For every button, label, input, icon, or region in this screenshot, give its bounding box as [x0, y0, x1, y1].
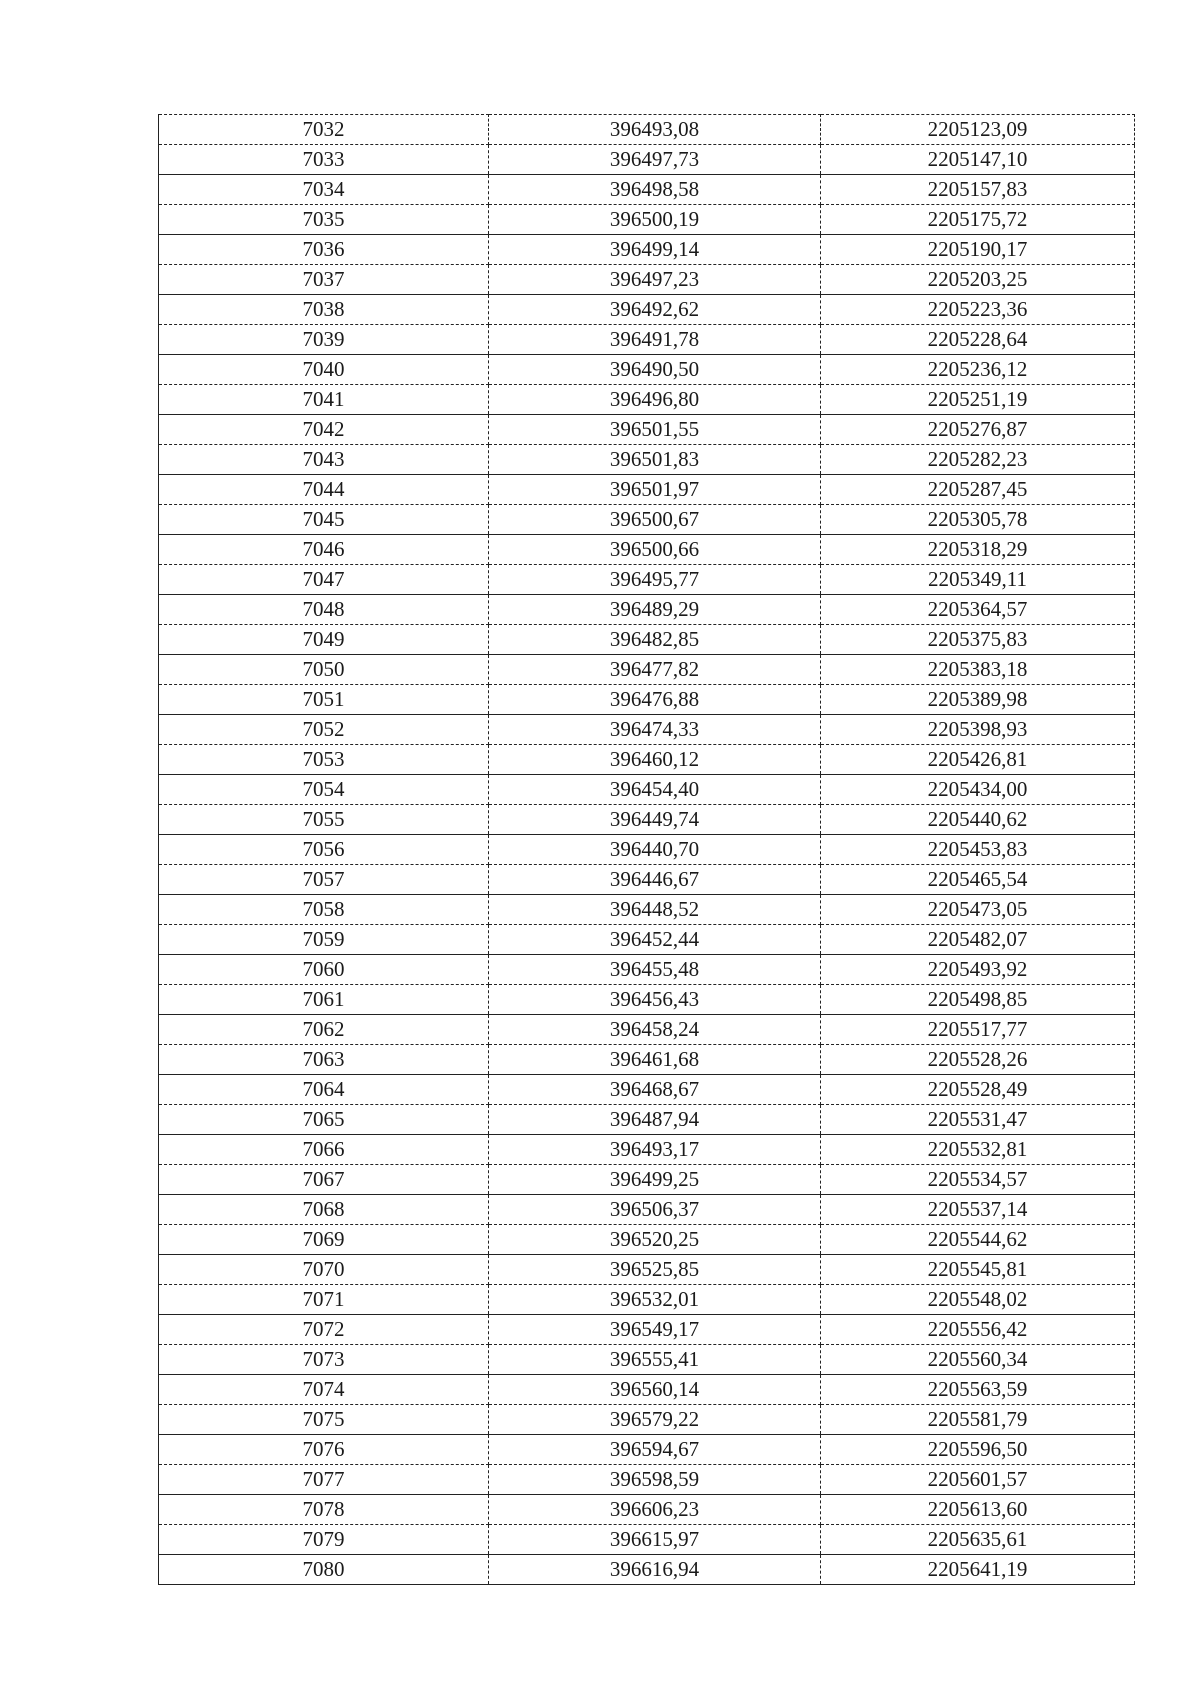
x-coordinate-cell: 396500,19	[489, 205, 821, 235]
table-row	[159, 685, 1135, 715]
table-row	[159, 235, 1135, 265]
x-coordinate-cell: 396440,70	[489, 835, 821, 865]
point-number-cell: 7065	[159, 1105, 489, 1135]
point-number-cell: 7053	[159, 745, 489, 775]
point-number-cell: 7077	[159, 1465, 489, 1495]
point-number-cell: 7043	[159, 445, 489, 475]
x-coordinate-cell: 396493,08	[489, 115, 821, 145]
table-row	[159, 1315, 1135, 1345]
y-coordinate-cell: 2205532,81	[821, 1135, 1135, 1165]
point-number-cell: 7039	[159, 325, 489, 355]
x-coordinate-cell: 396461,68	[489, 1045, 821, 1075]
y-coordinate-cell: 2205581,79	[821, 1405, 1135, 1435]
table-row	[159, 1165, 1135, 1195]
y-coordinate-cell: 2205556,42	[821, 1315, 1135, 1345]
table-row	[159, 1075, 1135, 1105]
table-row	[159, 865, 1135, 895]
point-number-cell: 7059	[159, 925, 489, 955]
y-coordinate-cell: 2205318,29	[821, 535, 1135, 565]
y-coordinate-cell: 2205596,50	[821, 1435, 1135, 1465]
point-number-cell: 7037	[159, 265, 489, 295]
y-coordinate-cell: 2205276,87	[821, 415, 1135, 445]
point-number-cell: 7069	[159, 1225, 489, 1255]
table-row	[159, 835, 1135, 865]
table-row	[159, 415, 1135, 445]
x-coordinate-cell: 396594,67	[489, 1435, 821, 1465]
x-coordinate-cell: 396615,97	[489, 1525, 821, 1555]
table-row	[159, 1105, 1135, 1135]
y-coordinate-cell: 2205282,23	[821, 445, 1135, 475]
table-row	[159, 775, 1135, 805]
x-coordinate-cell: 396454,40	[489, 775, 821, 805]
table-row	[159, 1195, 1135, 1225]
table-row	[159, 295, 1135, 325]
table-row	[159, 985, 1135, 1015]
point-number-cell: 7076	[159, 1435, 489, 1465]
x-coordinate-cell: 396449,74	[489, 805, 821, 835]
point-number-cell: 7046	[159, 535, 489, 565]
x-coordinate-cell: 396456,43	[489, 985, 821, 1015]
x-coordinate-cell: 396499,14	[489, 235, 821, 265]
x-coordinate-cell: 396477,82	[489, 655, 821, 685]
table-row	[159, 565, 1135, 595]
x-coordinate-cell: 396606,23	[489, 1495, 821, 1525]
table-row	[159, 1405, 1135, 1435]
x-coordinate-cell: 396501,55	[489, 415, 821, 445]
table-row	[159, 205, 1135, 235]
x-coordinate-cell: 396474,33	[489, 715, 821, 745]
table-row	[159, 175, 1135, 205]
point-number-cell: 7056	[159, 835, 489, 865]
y-coordinate-cell: 2205545,81	[821, 1255, 1135, 1285]
point-number-cell: 7048	[159, 595, 489, 625]
y-coordinate-cell: 2205305,78	[821, 505, 1135, 535]
table-row	[159, 805, 1135, 835]
coordinates-table-body	[159, 115, 1135, 1585]
table-row	[159, 1045, 1135, 1075]
point-number-cell: 7067	[159, 1165, 489, 1195]
point-number-cell: 7055	[159, 805, 489, 835]
x-coordinate-cell: 396487,94	[489, 1105, 821, 1135]
point-number-cell: 7070	[159, 1255, 489, 1285]
x-coordinate-cell: 396500,66	[489, 535, 821, 565]
x-coordinate-cell: 396498,58	[489, 175, 821, 205]
point-number-cell: 7080	[159, 1555, 489, 1585]
x-coordinate-cell: 396520,25	[489, 1225, 821, 1255]
table-row	[159, 115, 1135, 145]
y-coordinate-cell: 2205528,26	[821, 1045, 1135, 1075]
y-coordinate-cell: 2205635,61	[821, 1525, 1135, 1555]
point-number-cell: 7060	[159, 955, 489, 985]
x-coordinate-cell: 396579,22	[489, 1405, 821, 1435]
y-coordinate-cell: 2205398,93	[821, 715, 1135, 745]
x-coordinate-cell: 396499,25	[489, 1165, 821, 1195]
y-coordinate-cell: 2205375,83	[821, 625, 1135, 655]
point-number-cell: 7047	[159, 565, 489, 595]
y-coordinate-cell: 2205473,05	[821, 895, 1135, 925]
y-coordinate-cell: 2205493,92	[821, 955, 1135, 985]
table-row	[159, 445, 1135, 475]
y-coordinate-cell: 2205236,12	[821, 355, 1135, 385]
x-coordinate-cell: 396452,44	[489, 925, 821, 955]
y-coordinate-cell: 2205426,81	[821, 745, 1135, 775]
table-row	[159, 1375, 1135, 1405]
y-coordinate-cell: 2205389,98	[821, 685, 1135, 715]
point-number-cell: 7066	[159, 1135, 489, 1165]
table-row	[159, 1225, 1135, 1255]
table-row	[159, 265, 1135, 295]
table-row	[159, 1465, 1135, 1495]
point-number-cell: 7072	[159, 1315, 489, 1345]
x-coordinate-cell: 396501,97	[489, 475, 821, 505]
point-number-cell: 7041	[159, 385, 489, 415]
point-number-cell: 7050	[159, 655, 489, 685]
x-coordinate-cell: 396492,62	[489, 295, 821, 325]
x-coordinate-cell: 396468,67	[489, 1075, 821, 1105]
table-row	[159, 1285, 1135, 1315]
point-number-cell: 7049	[159, 625, 489, 655]
table-row	[159, 325, 1135, 355]
table-row	[159, 955, 1135, 985]
y-coordinate-cell: 2205548,02	[821, 1285, 1135, 1315]
x-coordinate-cell: 396497,23	[489, 265, 821, 295]
x-coordinate-cell: 396458,24	[489, 1015, 821, 1045]
y-coordinate-cell: 2205383,18	[821, 655, 1135, 685]
y-coordinate-cell: 2205537,14	[821, 1195, 1135, 1225]
y-coordinate-cell: 2205528,49	[821, 1075, 1135, 1105]
point-number-cell: 7052	[159, 715, 489, 745]
y-coordinate-cell: 2205175,72	[821, 205, 1135, 235]
x-coordinate-cell: 396482,85	[489, 625, 821, 655]
x-coordinate-cell: 396496,80	[489, 385, 821, 415]
point-number-cell: 7042	[159, 415, 489, 445]
point-number-cell: 7051	[159, 685, 489, 715]
x-coordinate-cell: 396501,83	[489, 445, 821, 475]
y-coordinate-cell: 2205123,09	[821, 115, 1135, 145]
point-number-cell: 7044	[159, 475, 489, 505]
point-number-cell: 7038	[159, 295, 489, 325]
x-coordinate-cell: 396489,29	[489, 595, 821, 625]
x-coordinate-cell: 396460,12	[489, 745, 821, 775]
y-coordinate-cell: 2205157,83	[821, 175, 1135, 205]
point-number-cell: 7036	[159, 235, 489, 265]
y-coordinate-cell: 2205287,45	[821, 475, 1135, 505]
x-coordinate-cell: 396555,41	[489, 1345, 821, 1375]
y-coordinate-cell: 2205223,36	[821, 295, 1135, 325]
y-coordinate-cell: 2205203,25	[821, 265, 1135, 295]
point-number-cell: 7062	[159, 1015, 489, 1045]
table-row	[159, 475, 1135, 505]
table-row	[159, 745, 1135, 775]
table-row	[159, 895, 1135, 925]
y-coordinate-cell: 2205228,64	[821, 325, 1135, 355]
coordinates-table	[158, 114, 1135, 1585]
point-number-cell: 7068	[159, 1195, 489, 1225]
y-coordinate-cell: 2205563,59	[821, 1375, 1135, 1405]
y-coordinate-cell: 2205531,47	[821, 1105, 1135, 1135]
table-row	[159, 1525, 1135, 1555]
x-coordinate-cell: 396497,73	[489, 145, 821, 175]
x-coordinate-cell: 396616,94	[489, 1555, 821, 1585]
y-coordinate-cell: 2205364,57	[821, 595, 1135, 625]
point-number-cell: 7061	[159, 985, 489, 1015]
x-coordinate-cell: 396455,48	[489, 955, 821, 985]
point-number-cell: 7071	[159, 1285, 489, 1315]
y-coordinate-cell: 2205641,19	[821, 1555, 1135, 1585]
x-coordinate-cell: 396525,85	[489, 1255, 821, 1285]
point-number-cell: 7035	[159, 205, 489, 235]
x-coordinate-cell: 396598,59	[489, 1465, 821, 1495]
point-number-cell: 7058	[159, 895, 489, 925]
table-row	[159, 1255, 1135, 1285]
y-coordinate-cell: 2205482,07	[821, 925, 1135, 955]
point-number-cell: 7074	[159, 1375, 489, 1405]
x-coordinate-cell: 396549,17	[489, 1315, 821, 1345]
point-number-cell: 7034	[159, 175, 489, 205]
point-number-cell: 7073	[159, 1345, 489, 1375]
point-number-cell: 7057	[159, 865, 489, 895]
y-coordinate-cell: 2205613,60	[821, 1495, 1135, 1525]
table-row	[159, 385, 1135, 415]
y-coordinate-cell: 2205544,62	[821, 1225, 1135, 1255]
x-coordinate-cell: 396506,37	[489, 1195, 821, 1225]
x-coordinate-cell: 396476,88	[489, 685, 821, 715]
table-row	[159, 595, 1135, 625]
y-coordinate-cell: 2205560,34	[821, 1345, 1135, 1375]
point-number-cell: 7040	[159, 355, 489, 385]
y-coordinate-cell: 2205349,11	[821, 565, 1135, 595]
y-coordinate-cell: 2205434,00	[821, 775, 1135, 805]
table-row	[159, 1555, 1135, 1585]
point-number-cell: 7079	[159, 1525, 489, 1555]
y-coordinate-cell: 2205453,83	[821, 835, 1135, 865]
point-number-cell: 7063	[159, 1045, 489, 1075]
x-coordinate-cell: 396446,67	[489, 865, 821, 895]
y-coordinate-cell: 2205498,85	[821, 985, 1135, 1015]
x-coordinate-cell: 396532,01	[489, 1285, 821, 1315]
point-number-cell: 7064	[159, 1075, 489, 1105]
y-coordinate-cell: 2205465,54	[821, 865, 1135, 895]
table-row	[159, 625, 1135, 655]
point-number-cell: 7075	[159, 1405, 489, 1435]
table-row	[159, 925, 1135, 955]
y-coordinate-cell: 2205517,77	[821, 1015, 1135, 1045]
y-coordinate-cell: 2205251,19	[821, 385, 1135, 415]
point-number-cell: 7045	[159, 505, 489, 535]
x-coordinate-cell: 396490,50	[489, 355, 821, 385]
point-number-cell: 7033	[159, 145, 489, 175]
point-number-cell: 7078	[159, 1495, 489, 1525]
table-row	[159, 1495, 1135, 1525]
point-number-cell: 7054	[159, 775, 489, 805]
point-number-cell: 7032	[159, 115, 489, 145]
x-coordinate-cell: 396448,52	[489, 895, 821, 925]
x-coordinate-cell: 396500,67	[489, 505, 821, 535]
table-row	[159, 535, 1135, 565]
y-coordinate-cell: 2205601,57	[821, 1465, 1135, 1495]
y-coordinate-cell: 2205534,57	[821, 1165, 1135, 1195]
x-coordinate-cell: 396560,14	[489, 1375, 821, 1405]
x-coordinate-cell: 396493,17	[489, 1135, 821, 1165]
y-coordinate-cell: 2205147,10	[821, 145, 1135, 175]
y-coordinate-cell: 2205440,62	[821, 805, 1135, 835]
table-row	[159, 355, 1135, 385]
table-row	[159, 505, 1135, 535]
y-coordinate-cell: 2205190,17	[821, 235, 1135, 265]
table-row	[159, 715, 1135, 745]
x-coordinate-cell: 396495,77	[489, 565, 821, 595]
table-row	[159, 1345, 1135, 1375]
table-row	[159, 1435, 1135, 1465]
table-row	[159, 655, 1135, 685]
table-row	[159, 145, 1135, 175]
table-row	[159, 1135, 1135, 1165]
table-row	[159, 1015, 1135, 1045]
x-coordinate-cell: 396491,78	[489, 325, 821, 355]
